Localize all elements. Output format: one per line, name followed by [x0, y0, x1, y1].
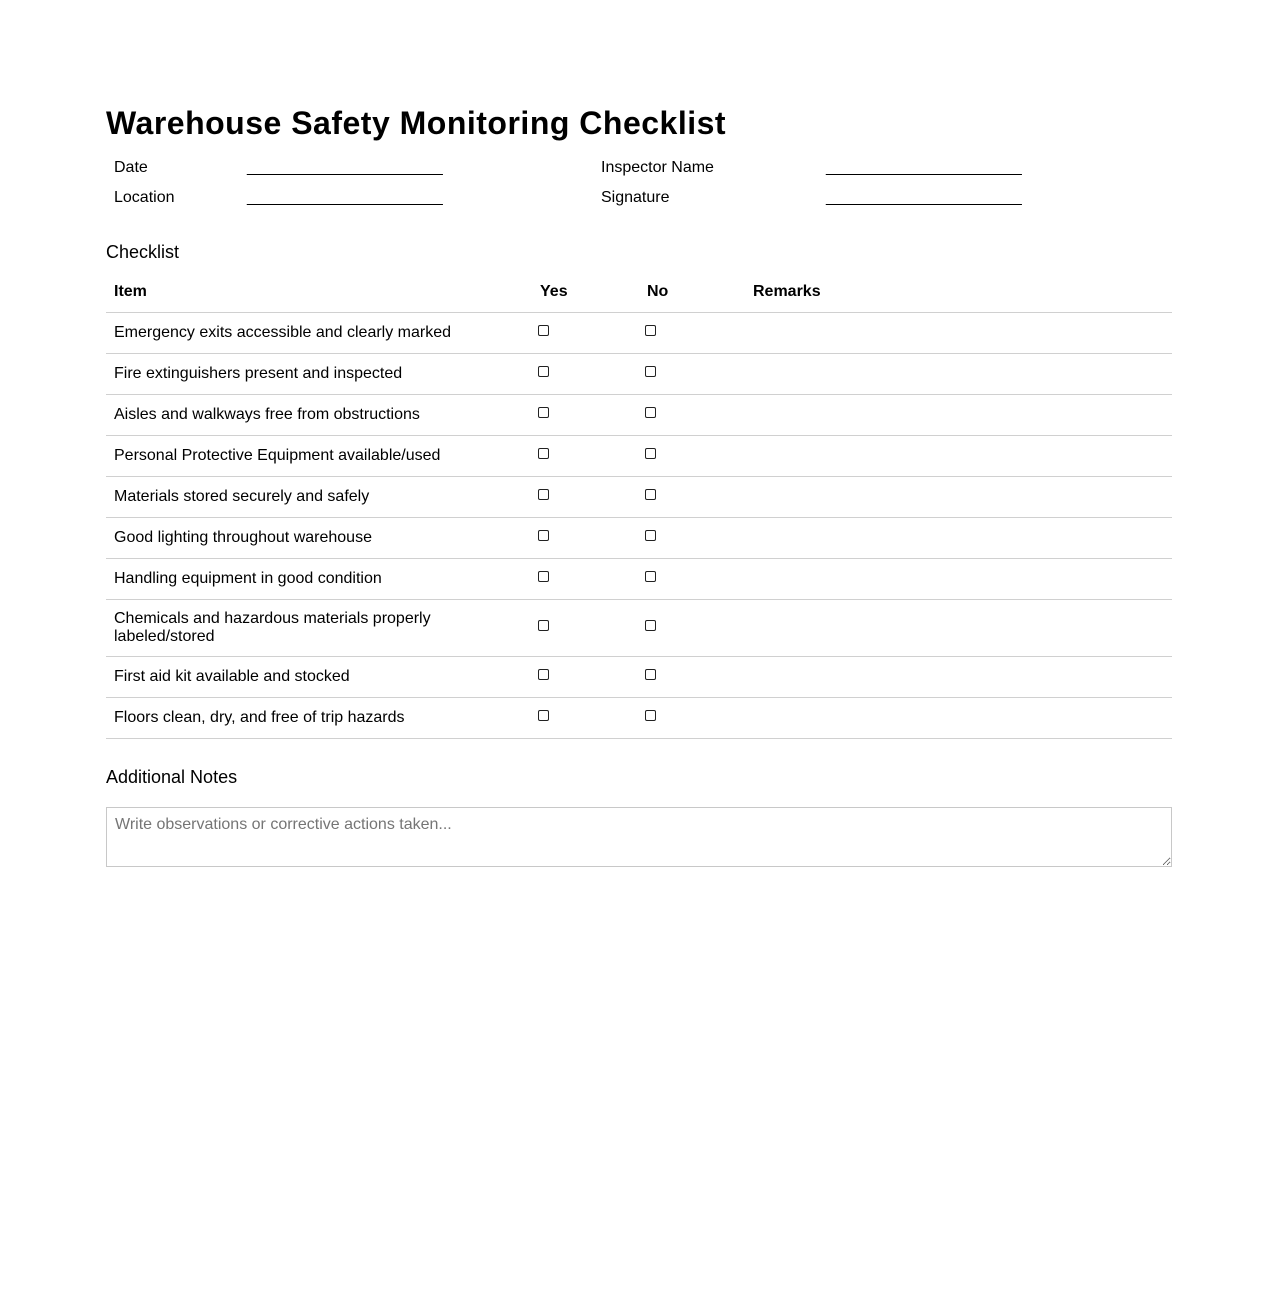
no-cell — [639, 697, 745, 738]
no-cell — [639, 656, 745, 697]
no-cell — [639, 476, 745, 517]
remarks-cell[interactable] — [745, 517, 1172, 558]
column-header-remarks: Remarks — [745, 272, 1172, 312]
column-header-item: Item — [106, 272, 532, 312]
no-checkbox[interactable] — [645, 489, 656, 500]
date-field[interactable]: ______________________ — [247, 159, 443, 176]
remarks-cell[interactable] — [745, 599, 1172, 656]
yes-checkbox[interactable] — [538, 620, 549, 631]
remarks-cell[interactable] — [745, 476, 1172, 517]
yes-checkbox[interactable] — [538, 710, 549, 721]
signature-label: Signature — [601, 189, 670, 206]
column-header-yes: Yes — [532, 272, 639, 312]
table-row — [106, 476, 1172, 517]
yes-cell — [532, 517, 639, 558]
no-cell — [639, 435, 745, 476]
checklist-item-label: Emergency exits accessible and clearly marked — [106, 312, 532, 353]
no-cell — [639, 353, 745, 394]
no-cell — [639, 312, 745, 353]
no-checkbox[interactable] — [645, 448, 656, 459]
column-header-no: No — [639, 272, 745, 312]
location-field[interactable]: ______________________ — [247, 189, 443, 206]
yes-checkbox[interactable] — [538, 366, 549, 377]
no-cell — [639, 394, 745, 435]
yes-checkbox[interactable] — [538, 530, 549, 541]
remarks-cell[interactable] — [745, 558, 1172, 599]
remarks-cell[interactable] — [745, 697, 1172, 738]
remarks-cell[interactable] — [745, 435, 1172, 476]
no-checkbox[interactable] — [645, 571, 656, 582]
no-checkbox[interactable] — [645, 620, 656, 631]
table-row — [106, 697, 1172, 738]
no-cell — [639, 517, 745, 558]
no-cell — [639, 558, 745, 599]
table-header-row — [106, 272, 1172, 312]
meta-row-location-signature — [106, 186, 1172, 216]
inspector-name-field[interactable]: ______________________ — [826, 159, 1022, 176]
checklist-item-label: Fire extinguishers present and inspected — [106, 353, 532, 394]
yes-checkbox[interactable] — [538, 489, 549, 500]
checklist-item-label: Aisles and walkways free from obstructions — [106, 394, 532, 435]
checklist-item-label: First aid kit available and stocked — [106, 656, 532, 697]
yes-cell — [532, 476, 639, 517]
yes-checkbox[interactable] — [538, 448, 549, 459]
no-checkbox[interactable] — [645, 325, 656, 336]
yes-cell — [532, 558, 639, 599]
checklist-item-label: Personal Protective Equipment available/used — [106, 435, 532, 476]
no-cell — [639, 599, 745, 656]
remarks-cell[interactable] — [745, 394, 1172, 435]
no-checkbox[interactable] — [645, 530, 656, 541]
checklist-heading: Checklist — [106, 242, 180, 262]
table-row — [106, 599, 1172, 656]
table-row — [106, 558, 1172, 599]
table-row — [106, 353, 1172, 394]
checklist-table — [106, 272, 1172, 739]
yes-checkbox[interactable] — [538, 571, 549, 582]
no-checkbox[interactable] — [645, 407, 656, 418]
additional-notes-textarea[interactable] — [106, 807, 1172, 867]
yes-checkbox[interactable] — [538, 325, 549, 336]
yes-cell — [532, 697, 639, 738]
yes-cell — [532, 394, 639, 435]
yes-checkbox[interactable] — [538, 669, 549, 680]
checklist-item-label: Good lighting throughout warehouse — [106, 517, 532, 558]
remarks-cell[interactable] — [745, 312, 1172, 353]
signature-field[interactable]: ______________________ — [826, 189, 1022, 206]
remarks-cell[interactable] — [745, 656, 1172, 697]
table-row — [106, 517, 1172, 558]
location-label: Location — [114, 189, 175, 206]
yes-cell — [532, 435, 639, 476]
table-row — [106, 435, 1172, 476]
checklist-item-label: Materials stored securely and safely — [106, 476, 532, 517]
table-row — [106, 656, 1172, 697]
page-title: Warehouse Safety Monitoring Checklist — [106, 105, 727, 141]
meta-row-date-inspector — [106, 156, 1172, 186]
yes-cell — [532, 656, 639, 697]
no-checkbox[interactable] — [645, 366, 656, 377]
table-row — [106, 312, 1172, 353]
inspection-meta — [106, 156, 1172, 216]
table-row — [106, 394, 1172, 435]
checklist-item-label: Floors clean, dry, and free of trip hazards — [106, 697, 532, 738]
date-label: Date — [114, 159, 148, 176]
no-checkbox[interactable] — [645, 669, 656, 680]
remarks-cell[interactable] — [745, 353, 1172, 394]
yes-cell — [532, 312, 639, 353]
inspector-name-label: Inspector Name — [601, 159, 714, 176]
yes-cell — [532, 353, 639, 394]
checklist-item-label: Chemicals and hazardous materials properly labeled/stored — [106, 599, 532, 656]
additional-notes-heading: Additional Notes — [106, 767, 238, 787]
yes-checkbox[interactable] — [538, 407, 549, 418]
checklist-item-label: Handling equipment in good condition — [106, 558, 532, 599]
yes-cell — [532, 599, 639, 656]
no-checkbox[interactable] — [645, 710, 656, 721]
